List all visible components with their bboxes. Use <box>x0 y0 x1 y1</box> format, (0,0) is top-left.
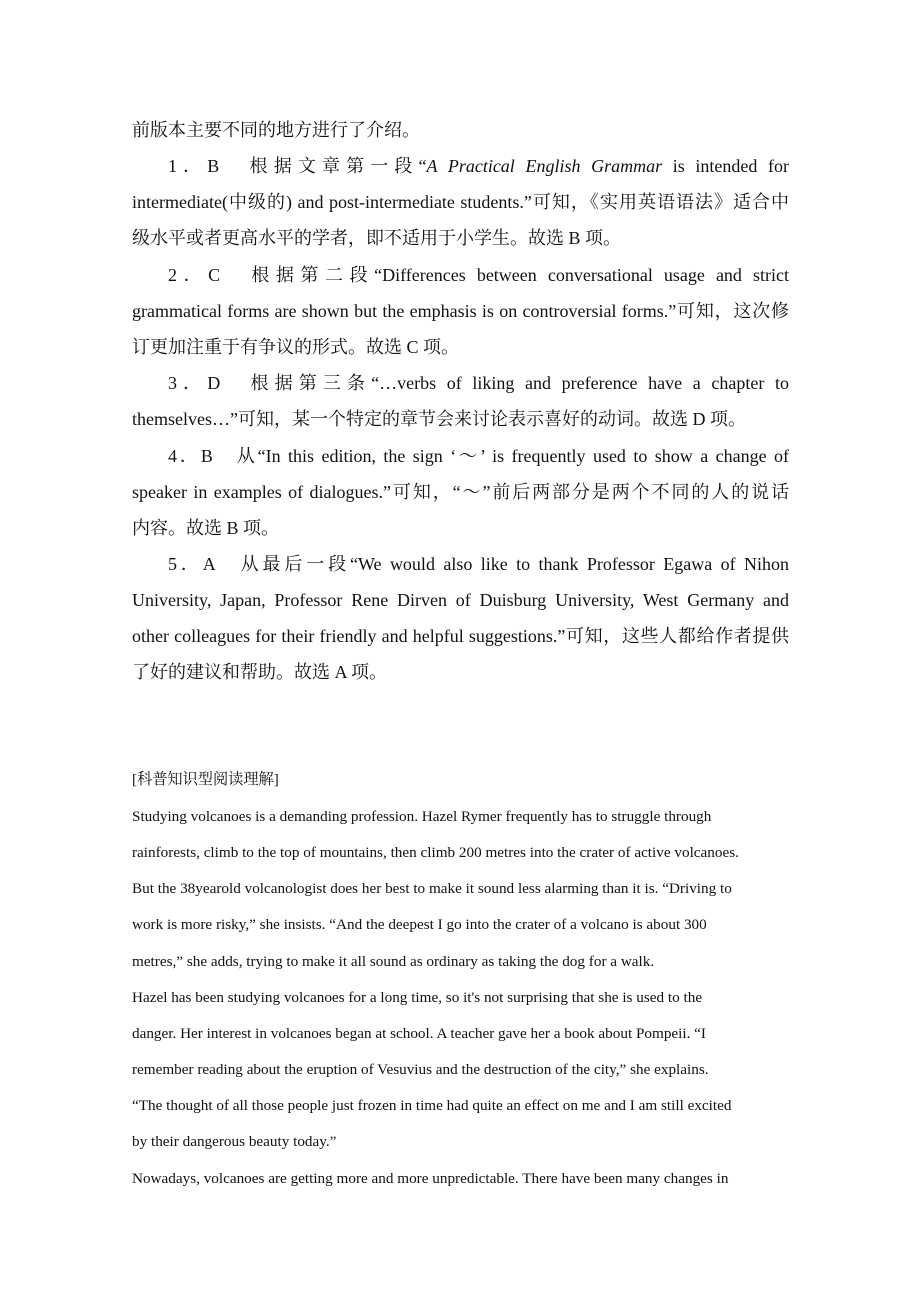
text-line: 前版本主要不同的地方进行了介绍。 <box>132 120 420 140</box>
text-line: University, Japan, Professor Rene Dirven of Duisburg University, West Germany and <box>132 590 789 610</box>
passage-line: remember reading about the eruption of Vesuvius and the destruction of the city,” she explains. <box>132 1061 709 1078</box>
text-span: 1．B 根据文章第一段“ <box>168 156 427 176</box>
answer-1-line <box>168 155 789 177</box>
passage-line: work is more risky,” she insists. “And the deepest I go into the crater of a volcano is about 300 <box>132 916 707 933</box>
text-line: 内容。故选 B 项。 <box>132 518 280 538</box>
answer-4-line: 4．B 从“In this edition, the sign ‘～’ is frequently used to show a change of <box>168 446 789 466</box>
passage-line: by their dangerous beauty today.” <box>132 1133 337 1150</box>
answer-2-line: 2．C 根据第二段“Differences between conversational usage and strict <box>168 265 789 285</box>
text-line: grammatical forms are shown but the emphasis is on controversial forms.”可知，这次修 <box>132 301 789 321</box>
text-line: 订更加注重于有争议的形式。故选 C 项。 <box>132 337 460 357</box>
section-heading: [科普知识型阅读理解] <box>132 771 279 788</box>
passage-line: Nowadays, volcanoes are getting more and more unpredictable. There have been many changes in <box>132 1170 729 1187</box>
text-line: intermediate(中级的) and post-intermediate students.”可知，《实用英语语法》适合中 <box>132 192 789 212</box>
answer-5-line: 5．A 从最后一段“We would also like to thank Professor Egawa of Nihon <box>168 554 789 574</box>
text-line: other colleagues for their friendly and helpful suggestions.”可知，这些人都给作者提供 <box>132 626 789 646</box>
text-line: 级水平或者更高水平的学者，即不适用于小学生。故选 B 项。 <box>132 228 622 248</box>
text-line: 了好的建议和帮助。故选 A 项。 <box>132 662 388 682</box>
passage-line: But the 38yearold volcanologist does her best to make it sound less alarming than it is. “Driving to <box>132 880 732 897</box>
passage-line: metres,” she adds, trying to make it all sound as ordinary as taking the dog for a walk. <box>132 953 655 970</box>
text-span: is intended for <box>662 156 789 176</box>
passage-line: Studying volcanoes is a demanding profession. Hazel Rymer frequently has to struggle through <box>132 808 712 825</box>
answer-3-line: 3．D 根据第三条“…verbs of liking and preference have a chapter to <box>168 373 789 393</box>
text-line: speaker in examples of dialogues.”可知，“～”前后两部分是两个不同的人的说话 <box>132 482 789 502</box>
passage-line: “The thought of all those people just frozen in time had quite an effect on me and I am still excited <box>132 1097 732 1114</box>
text-line: themselves…”可知，某一个特定的章节会来讨论表示喜好的动词。故选 D 项。 <box>132 409 746 429</box>
passage-line: rainforests, climb to the top of mountains, then climb 200 metres into the crater of active volcanoes. <box>132 844 739 861</box>
passage-line: Hazel has been studying volcanoes for a long time, so it's not surprising that she is used to the <box>132 989 703 1006</box>
book-title: A Practical English Grammar <box>426 156 663 176</box>
passage-line: danger. Her interest in volcanoes began at school. A teacher gave her a book about Pompeii. “I <box>132 1025 706 1042</box>
